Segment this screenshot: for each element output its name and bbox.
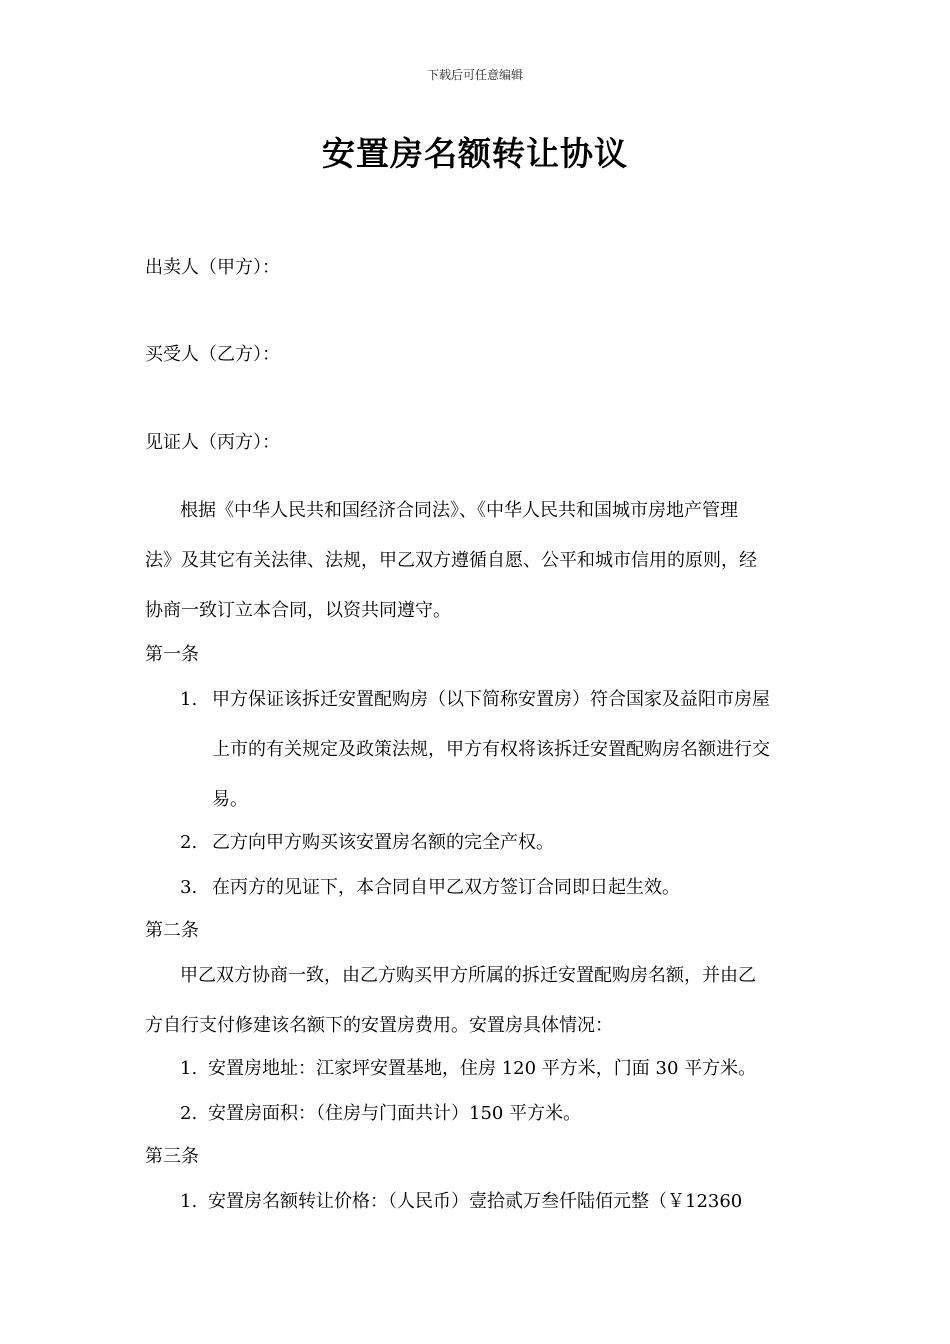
list-text-continued: 易。 [212,789,248,810]
list-number: 1. [180,689,198,710]
document-title: 安置房名额转让协议 [322,134,628,173]
preamble-line: 根据《中华人民共和国经济合同法》、《中华人民共和国城市房地产管理 [180,500,738,521]
article-heading: 第二条 [145,920,199,941]
article-heading: 第一条 [145,644,199,665]
list-text: 安置房面积：（住房与门面共计）150 平方米。 [208,1103,582,1124]
list-number: 2. [180,1103,198,1124]
buyer-line: 买受人（乙方）： [145,344,280,365]
list-text: 在丙方的见证下，本合同自甲乙双方签订合同即日起生效。 [212,877,680,898]
preamble-line: 协商一致订立本合同，以资共同遵守。 [145,600,451,621]
article-heading: 第三条 [145,1146,199,1167]
paragraph-line: 方自行支付修建该名额下的安置房费用。安置房具体情况： [145,1015,613,1036]
list-number: 2. [180,832,198,853]
list-item [180,1057,756,1081]
witness-line: 见证人（丙方）： [145,432,280,453]
preamble-line: 法》及其它有关法律、法规，甲乙双方遵循自愿、公平和城市信用的原则，经 [145,550,757,571]
list-text: 安置房名额转让价格：（人民币）壹拾贰万叁仟陆佰元整（￥12360 [208,1191,743,1212]
list-number: 3. [180,877,198,898]
paragraph-line: 甲乙双方协商一致，由乙方购买甲方所属的拆迁安置配购房名额，并由乙 [180,965,756,986]
list-item [180,831,554,855]
list-item [180,876,680,900]
list-text: 甲方保证该拆迁安置配购房（以下简称安置房）符合国家及益阳市房屋 [212,689,770,710]
seller-line: 出卖人（甲方）： [145,257,280,278]
list-item [180,1102,581,1126]
list-text: 安置房地址：江家坪安置基地，住房 120 平方米，门面 30 平方米。 [208,1058,757,1079]
list-item [180,1190,742,1214]
list-number: 1. [180,1058,198,1079]
list-text-continued: 上市的有关规定及政策法规，甲方有权将该拆迁安置配购房名额进行交 [212,739,770,760]
list-item [180,688,770,712]
list-number: 1. [180,1191,198,1212]
list-text: 乙方向甲方购买该安置房名额的完全产权。 [212,832,554,853]
page-header: 下载后可任意编辑 [426,68,523,82]
